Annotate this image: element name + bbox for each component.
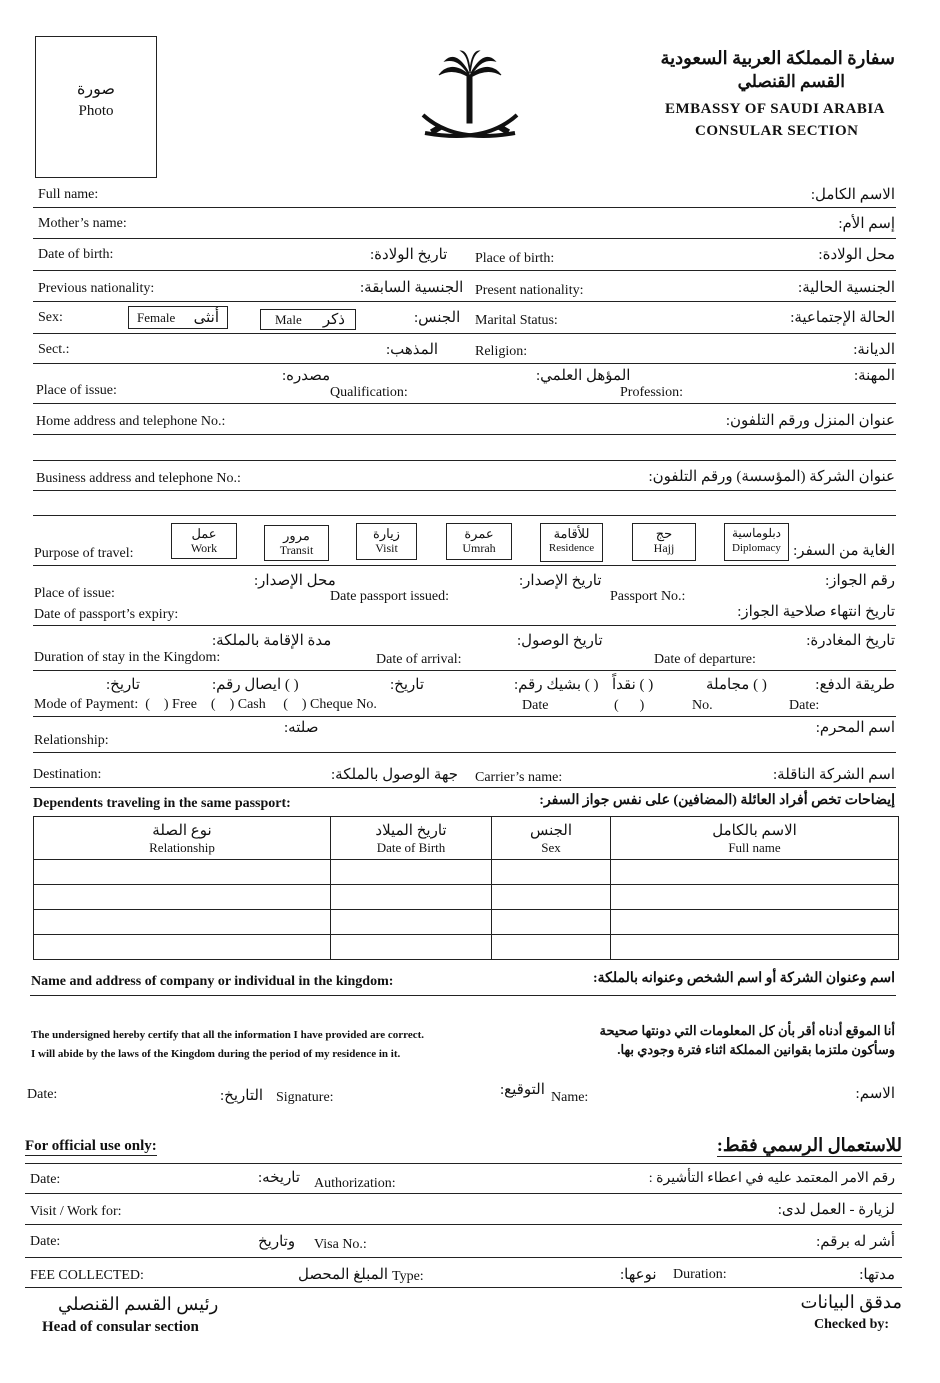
home-address-field-1[interactable] (33, 434, 896, 435)
full-name-field[interactable] (33, 207, 896, 208)
table-row[interactable] (34, 885, 899, 910)
fee-collected-label-ar: المبلغ المحصل (298, 1267, 389, 1283)
previous-nationality-label-ar: الجنسية السابقة: (360, 280, 464, 296)
home-address-label-ar: عنوان المنزل ورقم التلفون: (725, 413, 895, 429)
photo-box[interactable] (35, 36, 157, 178)
passport-expiry-label: Date of passport’s expiry: (34, 607, 179, 622)
purpose-transit-checkbox[interactable] (264, 525, 329, 561)
table-cell[interactable] (611, 910, 899, 935)
profession-field[interactable] (33, 403, 896, 404)
payment-cheque-label-ar: ( ) بشيك رقم: (514, 677, 599, 693)
purpose-work-ar: عمل (191, 526, 217, 541)
arrival-label: Date of arrival: (376, 652, 462, 667)
purpose-field (33, 565, 896, 566)
head-consular-ar: رئيس القسم القنصلي (58, 1294, 219, 1314)
embassy-title-ar: سفارة المملكة العربية السعودية (660, 48, 895, 68)
official-divider (25, 1163, 902, 1164)
payment-receipt-label-ar: ( ) ايصال رقم: (212, 677, 299, 693)
type-label: Type: (392, 1269, 424, 1284)
table-cell[interactable] (492, 910, 611, 935)
company-label-ar: اسم وعنوان الشركة أو اسم الشخص وعنوانه بالملكة: (592, 971, 895, 986)
table-cell[interactable] (611, 860, 899, 885)
table-cell[interactable] (492, 860, 611, 885)
religion-label-ar: الديانة: (853, 342, 895, 358)
payment-field[interactable] (33, 716, 896, 717)
carrier-label-ar: اسم الشركة الناقلة: (773, 767, 895, 783)
fee-field[interactable] (25, 1287, 902, 1288)
payment-method-label-ar: طريقة الدفع: (815, 677, 895, 693)
section-title-ar: القسم القنصلي (737, 72, 845, 91)
signature-label-ar: التوقيع: (500, 1082, 545, 1098)
arrival-label-ar: تاريخ الوصول: (517, 633, 603, 649)
type-label-ar: نوعها: (620, 1267, 657, 1283)
declaration-line-2: I will abide by the laws of the Kingdom during the period of my residence in it. (31, 1048, 401, 1060)
relationship-header-en: Relationship (149, 839, 215, 855)
signature-date-label: Date: (27, 1087, 58, 1102)
payment-date2-label: Date: (789, 698, 820, 713)
dependents-label-ar: إيضاحات تخص أفراد العائلة (المضافين) على نفس جواز السفر: (539, 793, 895, 808)
profession-label-ar: المهنة: (853, 368, 895, 384)
signature-name-label-ar: الاسم: (855, 1086, 895, 1102)
sect-label-ar: المذهب: (386, 342, 439, 358)
business-address-field-2[interactable] (33, 515, 896, 516)
dependents-header-row (34, 817, 899, 860)
duration-label-ar: مدة الإقامة بالملكة: (212, 633, 332, 649)
table-cell[interactable] (34, 910, 331, 935)
table-row[interactable] (34, 860, 899, 885)
visa-no-label: Visa No.: (314, 1237, 367, 1252)
passport-field[interactable] (33, 625, 896, 626)
purpose-work-checkbox[interactable] (171, 523, 237, 559)
departure-label: Date of departure: (654, 652, 756, 667)
table-cell[interactable] (331, 885, 492, 910)
relationship-label: Relationship: (34, 733, 109, 748)
duration-official-label: Duration: (673, 1267, 727, 1282)
dob-header (331, 817, 492, 860)
relationship-header (34, 817, 331, 860)
purpose-residence-ar: للأقامة (553, 526, 590, 541)
checked-by-ar: مدقق البيانات (800, 1292, 902, 1312)
previous-nationality-label: Previous nationality: (38, 281, 155, 296)
visit-work-field[interactable] (25, 1224, 902, 1225)
sex-label: Sex: (38, 310, 63, 325)
payment-date1-label-ar: تاريخ: (106, 677, 141, 693)
sex-header-en: Sex (541, 839, 561, 855)
visit-work-label-ar: لزيارة - العمل لدى: (777, 1202, 895, 1218)
male-label-ar: ذكر (322, 312, 345, 328)
table-cell[interactable] (331, 910, 492, 935)
signature-name-label: Name: (551, 1090, 589, 1105)
duration-official-label-ar: مدتها: (859, 1267, 895, 1283)
sex-label-ar: الجنس: (414, 310, 461, 326)
qualification-label: Qualification: (330, 385, 408, 400)
pob-label-ar: محل الولادة: (818, 247, 895, 263)
mother-name-field[interactable] (33, 238, 896, 239)
passport-expiry-label-ar: تاريخ انتهاء صلاحية الجواز: (737, 604, 895, 620)
purpose-visit-en: Visit (375, 541, 398, 555)
passport-place-of-issue-label: Place of issue: (34, 586, 115, 601)
sect-label: Sect.: (38, 342, 70, 357)
payment-date-label: Date (522, 698, 549, 713)
table-row[interactable] (34, 910, 899, 935)
purpose-diplomacy-checkbox[interactable] (724, 523, 789, 561)
dob-label-ar: تاريخ الولادة: (370, 247, 448, 263)
business-address-label-ar: عنوان الشركة (المؤسسة) ورقم التلفون: (648, 469, 895, 485)
mother-name-label-ar: إسم الأم: (838, 216, 895, 232)
purpose-transit-en: Transit (279, 543, 314, 557)
fee-collected-label: FEE COLLECTED: (30, 1268, 144, 1283)
purpose-hajj-en: Hajj (653, 541, 675, 555)
full-name-label: Full name: (38, 187, 99, 202)
photo-label-en: Photo (78, 103, 114, 119)
present-nationality-label: Present nationality: (475, 283, 584, 298)
payment-date2-label-ar: تاريخ: (390, 677, 425, 693)
visa-field[interactable] (25, 1257, 902, 1258)
female-label: Female (137, 310, 176, 325)
table-row[interactable] (34, 935, 899, 960)
religion-label: Religion: (475, 344, 528, 359)
passport-no-label-ar: رقم الجواز: (825, 573, 895, 589)
table-cell[interactable] (34, 885, 331, 910)
official-date-label-ar: تاريخه: (258, 1170, 301, 1186)
home-address-field-2[interactable] (33, 460, 896, 461)
official-use-title: For official use only: (25, 1138, 157, 1154)
duration-label: Duration of stay in the Kingdom: (34, 650, 221, 665)
declaration-line-1-ar: أنا الموقع أدناه أقر بأن كل المعلومات التي دونتها صحيحة (599, 1023, 895, 1038)
religion-field[interactable] (33, 363, 896, 364)
qualification-label-ar: المؤهل العلمي: (536, 368, 631, 384)
full-name-header (611, 817, 899, 860)
destination-label-ar: جهة الوصول بالملكة: (331, 767, 459, 783)
stay-field[interactable] (33, 670, 896, 671)
purpose-hajj-ar: حج (655, 526, 673, 541)
purpose-transit-ar: مرور (283, 528, 310, 543)
date-issued-label: Date passport issued: (330, 589, 449, 604)
table-cell[interactable] (611, 885, 899, 910)
declaration-line-1: The undersigned hereby certify that all the information I have provided are correct. (31, 1029, 425, 1041)
declaration-line-2-ar: وسأكون ملتزما بقوانين المملكة اثناء فترة وجودي بها. (617, 1042, 895, 1057)
male-checkbox[interactable] (260, 309, 356, 330)
date-issued-label-ar: تاريخ الإصدار: (519, 573, 602, 589)
table-cell[interactable] (34, 860, 331, 885)
mother-name-label: Mother’s name: (38, 216, 127, 231)
purpose-work-en: Work (190, 541, 218, 555)
payment-mode-label[interactable]: Mode of Payment: ( ) Free ( ) Cash ( ) Cheque No. (34, 697, 377, 712)
purpose-label: Purpose of travel: (34, 546, 134, 561)
official-date-label: Date: (30, 1172, 61, 1187)
payment-paren[interactable]: ( ) (614, 698, 645, 713)
place-of-issue-label: Place of issue: (36, 383, 117, 398)
nationality-field[interactable] (33, 301, 896, 302)
company-label: Name and address of company or individual in the kingdom: (31, 974, 394, 989)
purpose-diplomacy-en: Diplomacy (732, 542, 781, 554)
business-address-field-1[interactable] (33, 490, 896, 491)
destination-field[interactable] (30, 787, 896, 788)
table-cell[interactable] (611, 935, 899, 960)
payment-no-label: No. (692, 698, 713, 713)
purpose-umrah-ar: عمرة (464, 526, 494, 541)
sex-header (492, 817, 611, 860)
full-name-label-ar: الاسم الكامل: (810, 187, 895, 203)
visa-no-label-ar: أشر له برقم: (816, 1234, 895, 1250)
purpose-visit-ar: زيارة (373, 526, 400, 541)
departure-label-ar: تاريخ المغادرة: (806, 633, 895, 649)
dependents-table (33, 816, 899, 960)
male-label: Male (275, 312, 302, 327)
purpose-residence-checkbox[interactable] (540, 523, 603, 562)
embassy-title-en: EMBASSY OF SAUDI ARABIA (665, 101, 886, 117)
authorization-label-ar: رقم الامر المعتمد عليه في اعطاء التأشيرة : (648, 1171, 895, 1186)
relationship-field[interactable] (33, 752, 896, 753)
full-name-header-ar: الاسم بالكامل (712, 822, 797, 839)
signature-label: Signature: (276, 1090, 334, 1105)
visa-date-label-ar: وتاريخ (258, 1234, 296, 1250)
purpose-residence-en: Residence (548, 542, 595, 554)
carrier-label: Carrier’s name: (475, 770, 563, 785)
purpose-diplomacy-ar: دبلوماسية (731, 526, 782, 540)
table-cell[interactable] (331, 935, 492, 960)
photo-label-ar: صورة (77, 81, 115, 98)
business-address-label: Business address and telephone No.: (36, 471, 241, 486)
payment-cash-label-ar: ( ) نقداً (612, 677, 654, 693)
table-cell[interactable] (331, 860, 492, 885)
official-use-title-ar: للاستعمال الرسمي فقط: (716, 1135, 902, 1155)
female-label-ar: أنثى (193, 310, 219, 326)
destination-label: Destination: (33, 767, 102, 782)
head-consular-en: Head of consular section (42, 1319, 199, 1335)
dob-field[interactable] (33, 270, 896, 271)
dob-label: Date of birth: (38, 247, 114, 262)
passport-place-of-issue-label-ar: محل الإصدار: (254, 573, 336, 589)
purpose-label-ar: الغاية من السفر: (793, 543, 895, 559)
visit-work-label: Visit / Work for: (30, 1204, 122, 1219)
authorization-field[interactable] (25, 1193, 902, 1194)
profession-label: Profession: (620, 385, 683, 400)
table-cell[interactable] (492, 935, 611, 960)
dob-header-ar: تاريخ الميلاد (375, 822, 447, 839)
source-label-ar: مصدره: (282, 368, 331, 384)
purpose-hajj-checkbox[interactable] (632, 523, 696, 561)
marital-status-label: Marital Status: (475, 313, 558, 328)
visa-date-label: Date: (30, 1234, 61, 1249)
pob-label: Place of birth: (475, 251, 555, 266)
table-cell[interactable] (492, 885, 611, 910)
payment-free-label-ar: ( ) مجاملة (706, 677, 767, 693)
purpose-umrah-checkbox[interactable] (446, 523, 512, 560)
female-checkbox[interactable] (128, 306, 228, 329)
mahram-label-ar: اسم المحرم: (815, 720, 895, 736)
checked-by-en: Checked by: (814, 1317, 890, 1332)
home-address-label: Home address and telephone No.: (36, 414, 226, 429)
present-nationality-label-ar: الجنسية الحالية: (798, 280, 895, 296)
table-cell[interactable] (34, 935, 331, 960)
authorization-label: Authorization: (314, 1176, 396, 1191)
dob-header-en: Date of Birth (376, 839, 446, 855)
relationship-label-ar: صلته: (284, 720, 319, 736)
relationship-header-ar: نوع الصلة (152, 822, 212, 839)
signature-date-label-ar: التاريخ: (220, 1088, 264, 1104)
purpose-umrah-en: Umrah (462, 541, 496, 555)
section-title-en: CONSULAR SECTION (695, 123, 859, 139)
dependents-label: Dependents traveling in the same passport: (33, 796, 291, 811)
marital-status-label-ar: الحالة الإجتماعية: (790, 310, 895, 326)
full-name-header-en: Full name (728, 839, 781, 855)
sex-header-ar: الجنس (529, 822, 573, 839)
purpose-visit-checkbox[interactable] (356, 523, 417, 560)
saudi-emblem-icon (415, 45, 525, 155)
passport-no-label: Passport No.: (610, 589, 686, 604)
sex-field[interactable] (33, 333, 896, 334)
company-field[interactable] (30, 995, 896, 996)
